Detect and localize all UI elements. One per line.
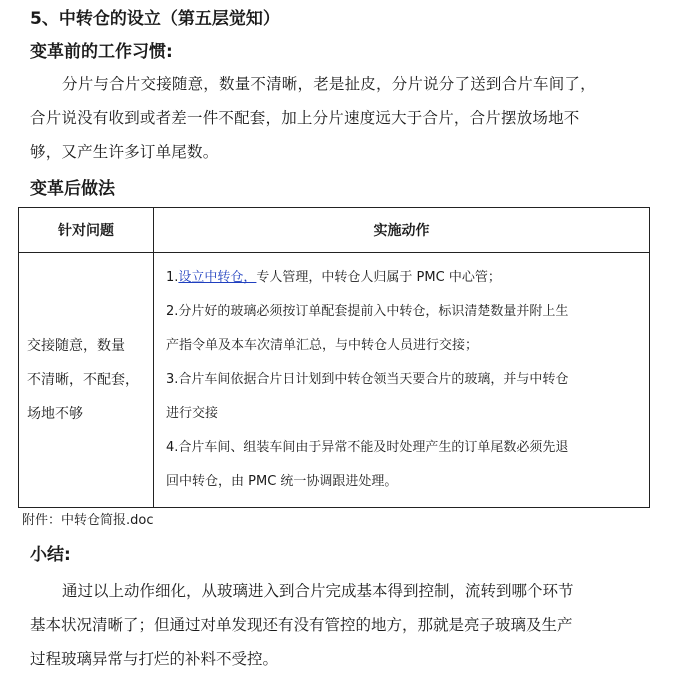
before-paragraph xyxy=(30,67,650,169)
action-line-6: 4.合片车间、组装车间由于异常不能及时处理产生的订单尾数必须先退 xyxy=(166,440,569,455)
table-row xyxy=(19,253,650,508)
action-line-4: 3.合片车间依据合片日计划到中转仓领当天要合片的玻璃，并与中转仓 xyxy=(166,372,569,387)
before-line-3: 够，又产生许多订单尾数。 xyxy=(30,143,219,161)
summary-line-2: 基本状况清晰了；但通过对单发现还有没有管控的地方，那就是亮子玻璃及生产 xyxy=(30,616,573,634)
action-line-1: 1.设立中转仓，专人管理，中转仓人归属于 PMC 中心管； xyxy=(166,270,501,285)
action-line-2: 2.分片好的玻璃必须按订单配套提前入中转仓，标识清楚数量并附上生 xyxy=(166,304,569,319)
summary-heading: 小结: xyxy=(30,545,71,565)
action-line-7: 回中转仓，由 PMC 统一协调跟进处理。 xyxy=(166,474,398,489)
issue-cell xyxy=(19,253,154,508)
before-line-1: 分片与合片交接随意，数量不清晰，老是扯皮，分片说分了送到合片车间了， xyxy=(62,75,596,93)
before-line-2: 合片说没有收到或者差一件不配套，加上分片速度远大于合片，合片摆放场地不 xyxy=(30,109,580,127)
summary-line-3: 过程玻璃异常与打烂的补料不受控。 xyxy=(30,650,279,668)
table-header-row xyxy=(19,208,650,253)
issue-line-1: 交接随意，数量 xyxy=(27,338,125,354)
setup-transit-warehouse-link[interactable]: 设立中转仓， xyxy=(178,270,257,285)
action-cell xyxy=(154,253,650,508)
before-heading: 变革前的工作习惯: xyxy=(30,42,173,62)
summary-line-1: 通过以上动作细化，从玻璃进入到合片完成基本得到控制，流转到哪个环节 xyxy=(62,582,574,600)
action-line-3: 产指令单及本车次清单汇总，与中转仓人员进行交接； xyxy=(166,338,479,353)
summary-paragraph xyxy=(30,574,650,676)
attachment-link[interactable]: 附件：中转仓简报.doc xyxy=(22,513,154,528)
action-line-5: 进行交接 xyxy=(166,406,219,421)
after-heading: 变革后做法 xyxy=(30,179,115,199)
issue-line-3: 场地不够 xyxy=(27,406,83,422)
section-title: 5、中转仓的设立（第五层觉知） xyxy=(30,9,280,29)
actions-table xyxy=(18,207,650,508)
header-action: 实施动作 xyxy=(154,208,650,253)
issue-line-2: 不清晰，不配套， xyxy=(27,372,139,388)
header-issue: 针对问题 xyxy=(19,208,154,253)
